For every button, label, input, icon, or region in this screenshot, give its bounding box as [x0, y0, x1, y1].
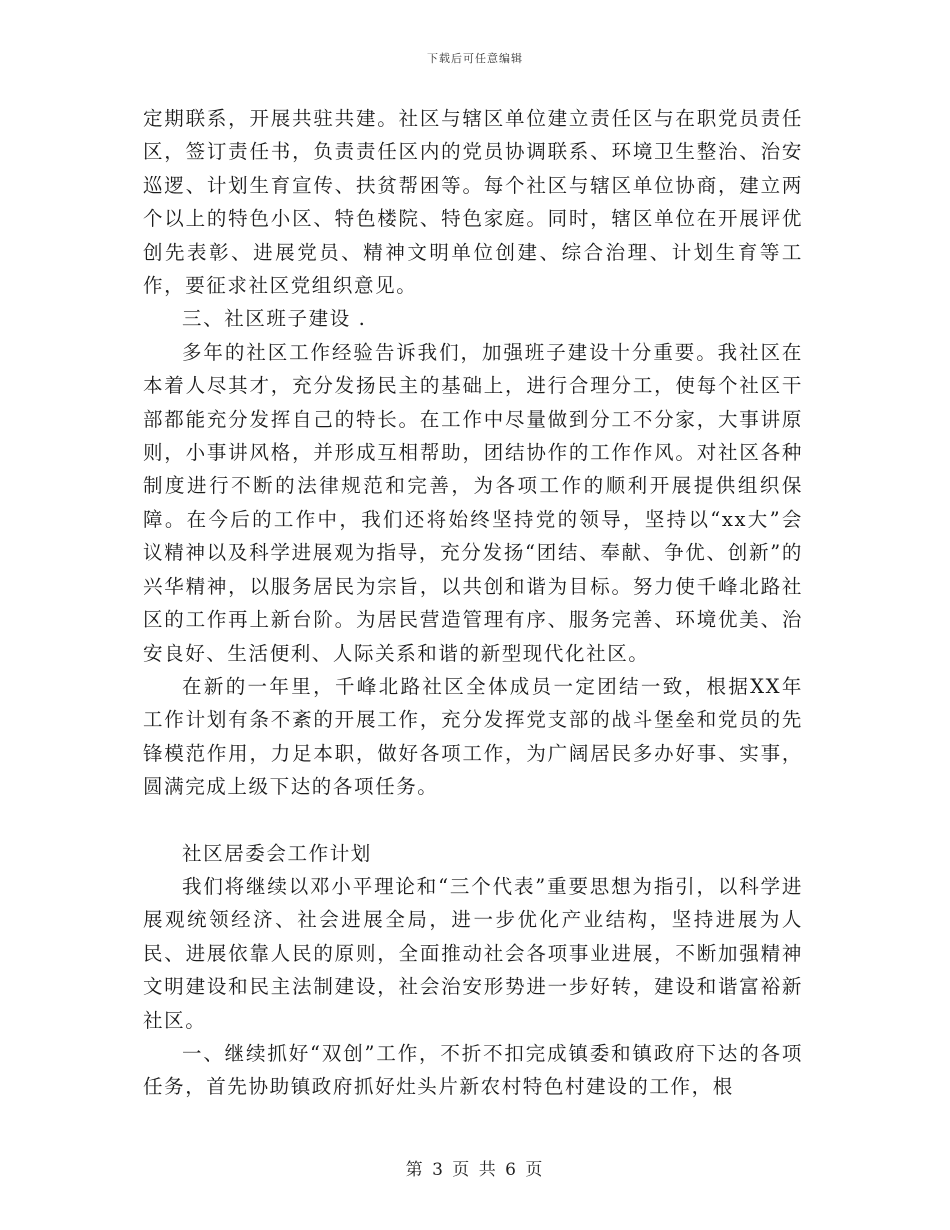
paragraph-2: 多年的社区工作经验告诉我们，加强班子建设十分重要。我社区在本着人尽其才，充分发扬民主的基础上，进行合理分工，使每个社区干部都能充分发挥自己的特长。在工作中尽量做到分工不分家，大事讲原则，小事讲风格，并形成互相帮助，团结协作的工作作风。对社区各种制度进行不断的法律规范和完善，为各项工作的顺利开展提供组织保障。在今后的工作中，我们还将始终坚持党的领导，坚持以“xx大”会议精神以及科学进展观为指导，充分发扬“团结、奉献、争优、创新”的兴华精神，以服务居民为宗旨，以共创和谐为目标。努力使千峰北路社区的工作再上新台阶。为居民营造管理有序、服务完善、环境优美、治安良好、生活便利、人际关系和谐的新型现代化社区。 — [143, 340, 803, 665]
document-title: 社区居委会工作计划 — [182, 841, 372, 865]
paragraph-1: 定期联系，开展共驻共建。社区与辖区单位建立责任区与在职党员责任区，签订责任书，负责责任区内的党员协调联系、环境卫生整治、治安巡逻、计划生育宣传、扶贫帮困等。每个社区与辖区单位协商，建立两个以上的特色小区、特色楼院、特色家庭。同时，辖区单位在开展评优创先表彰、进展党员、精神文明单位创建、综合治理、计划生育等工作，要征求社区党组织意见。 — [143, 107, 803, 298]
page-header: 下载后可任意编辑 — [427, 52, 523, 65]
paragraph-3: 在新的一年里，千峰北路社区全体成员一定团结一致，根据XX年工作计划有条不紊的开展工作，充分发挥党支部的战斗堡垒和党员的先锋模范作用，力足本职，做好各项工作，为广阔居民多办好事、实事，圆满完成上级下达的各项任务。 — [143, 674, 803, 799]
paragraph-5: 一、继续抓好“双创”工作，不折不扣完成镇委和镇政府下达的各项任务，首先协助镇政府抓好灶头片新农村特色村建设的工作，根 — [143, 1041, 803, 1099]
section-heading-3: 三、社区班子建设 . — [182, 307, 367, 331]
document-body — [143, 102, 803, 1104]
page-number: 第 3 页 共 6 页 — [405, 1160, 545, 1180]
paragraph-4: 我们将继续以邓小平理论和“三个代表”重要思想为指引，以科学进展观统领经济、社会进展全局，进一步优化产业结构，坚持进展为人民、进展依靠人民的原则，全面推动社会各项事业进展，不断加强精神文明建设和民主法制建设，社会治安形势进一步好转，建设和谐富裕新社区。 — [143, 874, 803, 1032]
